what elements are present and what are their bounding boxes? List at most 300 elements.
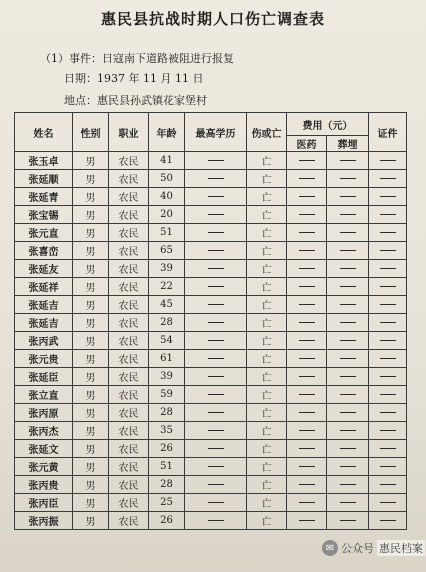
- cell-status: 亡: [247, 422, 287, 440]
- header-status: 伤或亡: [247, 113, 287, 152]
- empty-dash: [340, 340, 356, 341]
- cell-medical-empty: [287, 296, 327, 314]
- header-sex: 性别: [73, 113, 109, 152]
- empty-dash: [380, 268, 396, 269]
- cell-education-empty: [185, 314, 247, 332]
- cell-sex: 男: [73, 494, 109, 512]
- cell-status: 亡: [247, 350, 287, 368]
- cell-job: 农民: [109, 152, 149, 170]
- table-row: [15, 494, 407, 512]
- cell-burial-empty: [327, 152, 369, 170]
- empty-dash: [208, 520, 224, 521]
- cell-proof-empty: [369, 404, 407, 422]
- table-row: [15, 206, 407, 224]
- table-row: [15, 404, 407, 422]
- cell-name: 张玉卓: [15, 152, 73, 170]
- cell-education-empty: [185, 458, 247, 476]
- empty-dash: [380, 466, 396, 467]
- empty-dash: [208, 304, 224, 305]
- empty-dash: [380, 376, 396, 377]
- empty-dash: [208, 340, 224, 341]
- table-row: [15, 476, 407, 494]
- cell-burial-empty: [327, 278, 369, 296]
- empty-dash: [208, 412, 224, 413]
- cell-medical-empty: [287, 458, 327, 476]
- cell-job: 农民: [109, 314, 149, 332]
- cell-burial-empty: [327, 332, 369, 350]
- cell-burial-empty: [327, 494, 369, 512]
- cell-proof-empty: [369, 512, 407, 530]
- cell-name: 张元贵: [15, 350, 73, 368]
- cell-age: 51: [149, 224, 185, 242]
- empty-dash: [380, 484, 396, 485]
- cell-sex: 男: [73, 512, 109, 530]
- table-row: [15, 332, 407, 350]
- cell-sex: 男: [73, 386, 109, 404]
- cell-name: 张延臣: [15, 368, 73, 386]
- header-education: 最高学历: [185, 113, 247, 152]
- header-medical: 医药: [287, 136, 327, 152]
- header-burial: 葬埋: [327, 136, 369, 152]
- watermark: [322, 540, 425, 556]
- table-row: [15, 260, 407, 278]
- cell-medical-empty: [287, 440, 327, 458]
- empty-dash: [340, 250, 356, 251]
- cell-burial-empty: [327, 512, 369, 530]
- cell-burial-empty: [327, 458, 369, 476]
- cell-proof-empty: [369, 188, 407, 206]
- cell-status: 亡: [247, 314, 287, 332]
- cell-name: 张丙贵: [15, 476, 73, 494]
- cell-name: 张丙武: [15, 332, 73, 350]
- cell-name: 张元黄: [15, 458, 73, 476]
- header-fee: 费用（元）: [287, 113, 369, 136]
- cell-education-empty: [185, 188, 247, 206]
- empty-dash: [208, 376, 224, 377]
- cell-name: 张立直: [15, 386, 73, 404]
- cell-age: 28: [149, 314, 185, 332]
- cell-sex: 男: [73, 242, 109, 260]
- cell-education-empty: [185, 386, 247, 404]
- empty-dash: [380, 304, 396, 305]
- cell-sex: 男: [73, 188, 109, 206]
- cell-sex: 男: [73, 350, 109, 368]
- cell-medical-empty: [287, 152, 327, 170]
- cell-burial-empty: [327, 188, 369, 206]
- cell-age: 65: [149, 242, 185, 260]
- cell-proof-empty: [369, 350, 407, 368]
- cell-proof-empty: [369, 422, 407, 440]
- cell-education-empty: [185, 296, 247, 314]
- cell-job: 农民: [109, 494, 149, 512]
- cell-proof-empty: [369, 242, 407, 260]
- empty-dash: [340, 304, 356, 305]
- cell-sex: 男: [73, 296, 109, 314]
- empty-dash: [208, 178, 224, 179]
- empty-dash: [380, 358, 396, 359]
- cell-job: 农民: [109, 260, 149, 278]
- empty-dash: [299, 214, 315, 215]
- cell-proof-empty: [369, 440, 407, 458]
- cell-proof-empty: [369, 476, 407, 494]
- cell-burial-empty: [327, 404, 369, 422]
- empty-dash: [340, 214, 356, 215]
- cell-job: 农民: [109, 206, 149, 224]
- cell-name: 张延顺: [15, 170, 73, 188]
- cell-name: 张延吉: [15, 296, 73, 314]
- table-row: [15, 296, 407, 314]
- cell-medical-empty: [287, 350, 327, 368]
- cell-sex: 男: [73, 332, 109, 350]
- cell-medical-empty: [287, 332, 327, 350]
- cell-sex: 男: [73, 206, 109, 224]
- empty-dash: [299, 250, 315, 251]
- cell-name: 张延友: [15, 260, 73, 278]
- cell-name: 张丙振: [15, 512, 73, 530]
- empty-dash: [380, 232, 396, 233]
- empty-dash: [340, 232, 356, 233]
- date-line: 日期：1937 年 11 月 11 日: [64, 72, 204, 85]
- cell-age: 61: [149, 350, 185, 368]
- cell-job: 农民: [109, 422, 149, 440]
- cell-age: 45: [149, 296, 185, 314]
- empty-dash: [208, 394, 224, 395]
- cell-education-empty: [185, 242, 247, 260]
- event-line: （1）事件：日寇南下道路被阻进行报复: [40, 52, 234, 65]
- empty-dash: [208, 448, 224, 449]
- cell-medical-empty: [287, 422, 327, 440]
- empty-dash: [340, 358, 356, 359]
- cell-burial-empty: [327, 260, 369, 278]
- empty-dash: [299, 304, 315, 305]
- empty-dash: [299, 268, 315, 269]
- cell-status: 亡: [247, 152, 287, 170]
- cell-proof-empty: [369, 224, 407, 242]
- cell-age: 59: [149, 386, 185, 404]
- cell-job: 农民: [109, 278, 149, 296]
- cell-burial-empty: [327, 242, 369, 260]
- table-row: [15, 152, 407, 170]
- empty-dash: [380, 286, 396, 287]
- cell-status: 亡: [247, 494, 287, 512]
- empty-dash: [208, 430, 224, 431]
- empty-dash: [340, 502, 356, 503]
- cell-age: 35: [149, 422, 185, 440]
- cell-sex: 男: [73, 260, 109, 278]
- document-title: 惠民县抗战时期人口伤亡调查表: [100, 10, 325, 28]
- empty-dash: [299, 340, 315, 341]
- cell-medical-empty: [287, 188, 327, 206]
- cell-job: 农民: [109, 188, 149, 206]
- empty-dash: [299, 196, 315, 197]
- cell-sex: 男: [73, 314, 109, 332]
- cell-sex: 男: [73, 152, 109, 170]
- empty-dash: [208, 322, 224, 323]
- table-row: [15, 170, 407, 188]
- cell-medical-empty: [287, 170, 327, 188]
- cell-proof-empty: [369, 296, 407, 314]
- wechat-icon: ✉: [322, 540, 338, 556]
- empty-dash: [380, 448, 396, 449]
- empty-dash: [299, 520, 315, 521]
- cell-proof-empty: [369, 332, 407, 350]
- empty-dash: [299, 466, 315, 467]
- cell-age: 50: [149, 170, 185, 188]
- empty-dash: [340, 520, 356, 521]
- cell-status: 亡: [247, 404, 287, 422]
- cell-sex: 男: [73, 476, 109, 494]
- cell-medical-empty: [287, 206, 327, 224]
- cell-burial-empty: [327, 386, 369, 404]
- empty-dash: [380, 196, 396, 197]
- cell-sex: 男: [73, 368, 109, 386]
- cell-proof-empty: [369, 260, 407, 278]
- empty-dash: [340, 286, 356, 287]
- empty-dash: [380, 160, 396, 161]
- empty-dash: [208, 484, 224, 485]
- empty-dash: [208, 286, 224, 287]
- cell-status: 亡: [247, 242, 287, 260]
- cell-age: 39: [149, 260, 185, 278]
- cell-job: 农民: [109, 242, 149, 260]
- cell-status: 亡: [247, 278, 287, 296]
- empty-dash: [340, 322, 356, 323]
- cell-sex: 男: [73, 278, 109, 296]
- cell-education-empty: [185, 512, 247, 530]
- empty-dash: [299, 394, 315, 395]
- table-row: [15, 314, 407, 332]
- empty-dash: [208, 268, 224, 269]
- empty-dash: [299, 412, 315, 413]
- cell-burial-empty: [327, 368, 369, 386]
- cell-burial-empty: [327, 440, 369, 458]
- cell-job: 农民: [109, 296, 149, 314]
- cell-sex: 男: [73, 458, 109, 476]
- cell-medical-empty: [287, 386, 327, 404]
- cell-job: 农民: [109, 368, 149, 386]
- cell-education-empty: [185, 476, 247, 494]
- cell-name: 张元直: [15, 224, 73, 242]
- cell-proof-empty: [369, 386, 407, 404]
- cell-name: 张喜峦: [15, 242, 73, 260]
- cell-job: 农民: [109, 170, 149, 188]
- empty-dash: [208, 502, 224, 503]
- cell-burial-empty: [327, 314, 369, 332]
- empty-dash: [380, 340, 396, 341]
- empty-dash: [299, 322, 315, 323]
- table-row: [15, 368, 407, 386]
- cell-status: 亡: [247, 332, 287, 350]
- cell-education-empty: [185, 404, 247, 422]
- cell-job: 农民: [109, 512, 149, 530]
- header-name: 姓名: [15, 113, 73, 152]
- cell-name: 张延吉: [15, 314, 73, 332]
- table-row: [15, 350, 407, 368]
- cell-proof-empty: [369, 494, 407, 512]
- table-row: [15, 512, 407, 530]
- cell-medical-empty: [287, 260, 327, 278]
- cell-education-empty: [185, 350, 247, 368]
- cell-proof-empty: [369, 458, 407, 476]
- cell-age: 26: [149, 440, 185, 458]
- cell-medical-empty: [287, 476, 327, 494]
- cell-status: 亡: [247, 440, 287, 458]
- empty-dash: [340, 196, 356, 197]
- cell-education-empty: [185, 224, 247, 242]
- cell-sex: 男: [73, 440, 109, 458]
- empty-dash: [380, 250, 396, 251]
- watermark-prefix: 公众号: [341, 542, 374, 555]
- cell-proof-empty: [369, 314, 407, 332]
- empty-dash: [208, 214, 224, 215]
- cell-sex: 男: [73, 170, 109, 188]
- cell-name: 张丙臣: [15, 494, 73, 512]
- empty-dash: [299, 286, 315, 287]
- cell-age: 26: [149, 512, 185, 530]
- empty-dash: [208, 160, 224, 161]
- cell-status: 亡: [247, 260, 287, 278]
- casualty-table: [14, 112, 407, 530]
- cell-burial-empty: [327, 350, 369, 368]
- cell-education-empty: [185, 368, 247, 386]
- empty-dash: [380, 412, 396, 413]
- empty-dash: [299, 376, 315, 377]
- empty-dash: [340, 376, 356, 377]
- cell-age: 28: [149, 476, 185, 494]
- cell-sex: 男: [73, 404, 109, 422]
- table-row: [15, 224, 407, 242]
- cell-status: 亡: [247, 224, 287, 242]
- cell-job: 农民: [109, 404, 149, 422]
- table-row: [15, 242, 407, 260]
- cell-status: 亡: [247, 368, 287, 386]
- empty-dash: [340, 268, 356, 269]
- cell-job: 农民: [109, 350, 149, 368]
- cell-medical-empty: [287, 404, 327, 422]
- cell-status: 亡: [247, 188, 287, 206]
- table-row: [15, 188, 407, 206]
- cell-status: 亡: [247, 476, 287, 494]
- empty-dash: [340, 484, 356, 485]
- cell-job: 农民: [109, 224, 149, 242]
- cell-education-empty: [185, 440, 247, 458]
- empty-dash: [340, 394, 356, 395]
- table-row: [15, 440, 407, 458]
- cell-medical-empty: [287, 224, 327, 242]
- empty-dash: [340, 448, 356, 449]
- cell-education-empty: [185, 260, 247, 278]
- header-job: 职业: [109, 113, 149, 152]
- empty-dash: [380, 520, 396, 521]
- cell-age: 39: [149, 368, 185, 386]
- cell-age: 20: [149, 206, 185, 224]
- empty-dash: [380, 502, 396, 503]
- cell-medical-empty: [287, 494, 327, 512]
- empty-dash: [340, 160, 356, 161]
- empty-dash: [380, 394, 396, 395]
- cell-job: 农民: [109, 458, 149, 476]
- empty-dash: [380, 214, 396, 215]
- cell-education-empty: [185, 332, 247, 350]
- cell-age: 25: [149, 494, 185, 512]
- cell-proof-empty: [369, 206, 407, 224]
- cell-education-empty: [185, 206, 247, 224]
- cell-burial-empty: [327, 296, 369, 314]
- empty-dash: [299, 502, 315, 503]
- cell-name: 张丙原: [15, 404, 73, 422]
- cell-education-empty: [185, 152, 247, 170]
- cell-medical-empty: [287, 512, 327, 530]
- empty-dash: [299, 358, 315, 359]
- cell-burial-empty: [327, 476, 369, 494]
- empty-dash: [380, 430, 396, 431]
- cell-job: 农民: [109, 332, 149, 350]
- empty-dash: [299, 448, 315, 449]
- cell-burial-empty: [327, 422, 369, 440]
- cell-status: 亡: [247, 170, 287, 188]
- empty-dash: [380, 178, 396, 179]
- cell-name: 张宝锡: [15, 206, 73, 224]
- empty-dash: [208, 466, 224, 467]
- cell-status: 亡: [247, 512, 287, 530]
- cell-education-empty: [185, 170, 247, 188]
- cell-education-empty: [185, 422, 247, 440]
- empty-dash: [340, 430, 356, 431]
- cell-status: 亡: [247, 458, 287, 476]
- empty-dash: [299, 430, 315, 431]
- table-row: [15, 278, 407, 296]
- cell-age: 54: [149, 332, 185, 350]
- watermark-name: 惠民档案: [379, 542, 423, 555]
- table-row: [15, 458, 407, 476]
- cell-burial-empty: [327, 206, 369, 224]
- empty-dash: [208, 196, 224, 197]
- cell-medical-empty: [287, 314, 327, 332]
- empty-dash: [208, 358, 224, 359]
- empty-dash: [340, 412, 356, 413]
- cell-proof-empty: [369, 278, 407, 296]
- empty-dash: [208, 250, 224, 251]
- cell-medical-empty: [287, 242, 327, 260]
- cell-age: 41: [149, 152, 185, 170]
- empty-dash: [340, 466, 356, 467]
- cell-medical-empty: [287, 368, 327, 386]
- empty-dash: [299, 232, 315, 233]
- empty-dash: [208, 232, 224, 233]
- empty-dash: [299, 160, 315, 161]
- cell-age: 28: [149, 404, 185, 422]
- cell-burial-empty: [327, 224, 369, 242]
- cell-education-empty: [185, 494, 247, 512]
- cell-name: 张延文: [15, 440, 73, 458]
- cell-name: 张延青: [15, 188, 73, 206]
- header-proof: 证件: [369, 113, 407, 152]
- cell-sex: 男: [73, 224, 109, 242]
- empty-dash: [340, 178, 356, 179]
- cell-proof-empty: [369, 368, 407, 386]
- cell-status: 亡: [247, 386, 287, 404]
- table-row: [15, 386, 407, 404]
- cell-status: 亡: [247, 296, 287, 314]
- cell-burial-empty: [327, 170, 369, 188]
- cell-name: 张丙杰: [15, 422, 73, 440]
- cell-proof-empty: [369, 170, 407, 188]
- empty-dash: [380, 322, 396, 323]
- cell-job: 农民: [109, 476, 149, 494]
- table-row: [15, 422, 407, 440]
- empty-dash: [299, 178, 315, 179]
- cell-job: 农民: [109, 386, 149, 404]
